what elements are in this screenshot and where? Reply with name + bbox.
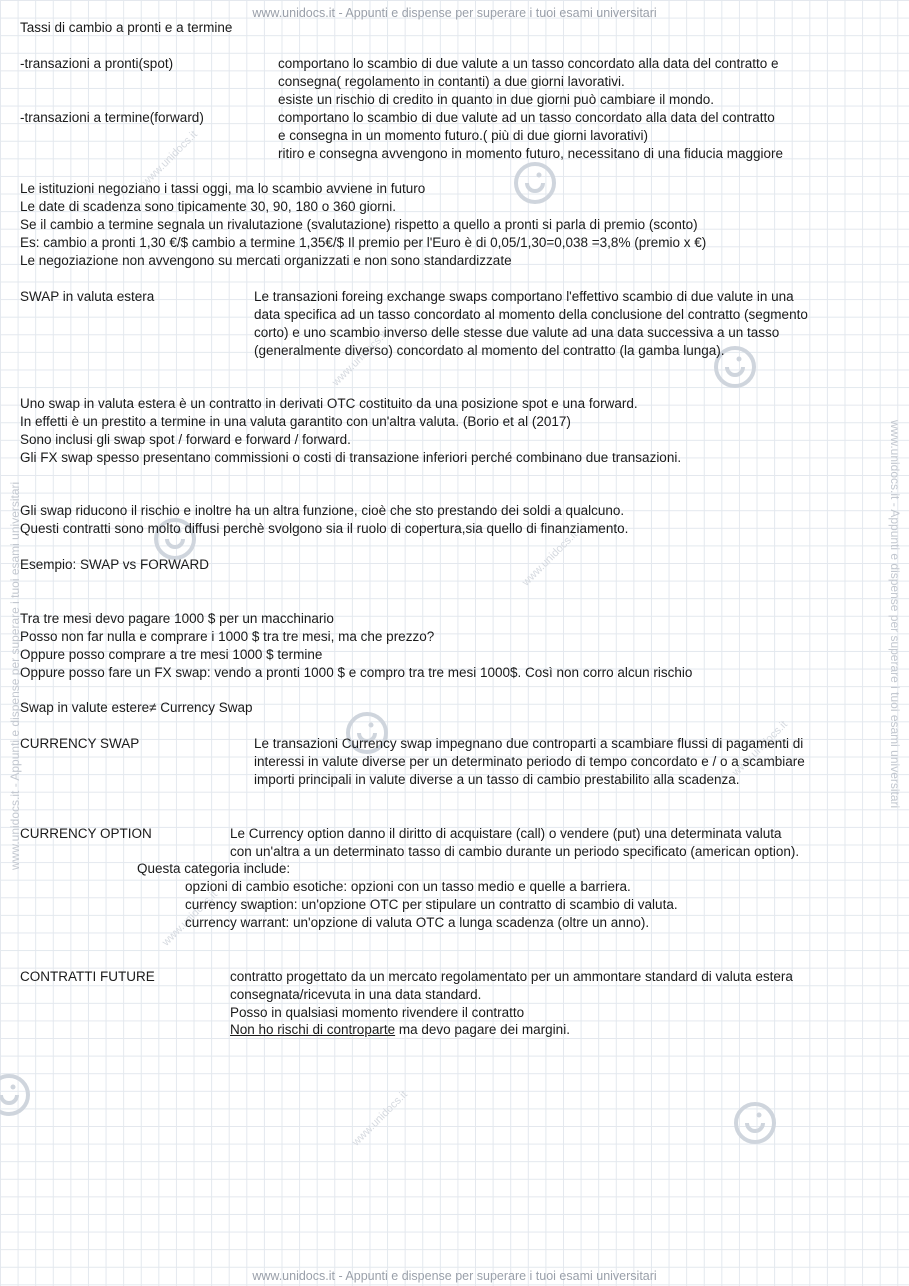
swap-vs-line: Swap in valute estere≠ Currency Swap — [20, 700, 253, 715]
unidocs-logo-icon — [512, 160, 558, 206]
currency-swap-desc-line: interessi in valute diverse per un determinato periodo di tempo concordato e / o a scambiare — [254, 754, 805, 769]
watermark-side-left: www.unidocs.it - Appunti e dispense per superare i tuoi esami universitari — [8, 481, 22, 870]
watermark-diagonal: www.unidocs.it — [520, 528, 580, 589]
paragraph-line: Sono inclusi gli swap spot / forward e forward / forward. — [20, 432, 351, 447]
paragraph-line: Gli FX swap spesso presentano commissioni o costi di transazione inferiori perché combinano due transazioni. — [20, 450, 682, 465]
paragraph-line: Questi contratti sono molto diffusi perchè svolgono sia il ruolo di copertura,sia quello di finanziamento. — [20, 521, 629, 536]
example-line: Tra tre mesi devo pagare 1000 $ per un macchinario — [20, 611, 334, 626]
example-line: Oppure posso fare un FX swap: vendo a pronti 1000 $ e compro tra tre mesi 1000$. Così non corro alcun rischio — [20, 665, 693, 680]
spot-desc-line: esiste un rischio di credito in quanto in due giorni può cambiare il mondo. — [278, 92, 715, 107]
currency-swap-desc-line: importi principali in valute diverse a un tasso di cambio prestabilito alla scadenza. — [254, 772, 740, 787]
page-title: Tassi di cambio a pronti e a termine — [20, 20, 233, 35]
swap-desc-line: data specifica ad un tasso concordato al momento della conclusione del contratto (segmento — [254, 307, 808, 322]
futures-last-rest: ma devo pagare dei margini. — [395, 1022, 570, 1037]
underlined-text: Non ho rischi di controparte — [230, 1022, 396, 1037]
example-title: Esempio: SWAP vs FORWARD — [20, 557, 210, 572]
futures-label: CONTRATTI FUTURE — [20, 969, 155, 984]
forward-desc-line: ritiro e consegna avvengono in momento futuro, necessitano di una fiducia maggiore — [278, 146, 784, 161]
paragraph-line: Le date di scadenza sono tipicamente 30, 90, 180 o 360 giorni. — [20, 199, 397, 214]
swap-desc-line: (generalmente diverso) concordato al momento del contratto (la gamba lunga). — [254, 343, 725, 358]
currency-option-label: CURRENCY OPTION — [20, 826, 152, 841]
watermark-diagonal: www.unidocs.it — [350, 1088, 410, 1149]
paragraph-line: Es: cambio a pronti 1,30 €/$ cambio a termine 1,35€/$ Il premio per l'Euro è di 0,05/1,30=0,038 =3,8% (premio x €) — [20, 235, 707, 250]
category-item: currency swaption: un'opzione OTC per stipulare un contratto di scambio di valuta. — [185, 897, 678, 912]
forward-desc-line: comportano lo scambio di due valute ad un tasso concordato alla data del contratto — [278, 110, 775, 125]
currency-option-desc-line: con un'altra a un determinato tasso di cambio durante un periodo specificato (american option). — [230, 844, 800, 859]
watermark-diagonal: www.unidocs.it — [330, 328, 390, 389]
paragraph-line: Gli swap riducono il rischio e inoltre ha un altra funzione, cioè che sto prestando dei soldi a qualcuno. — [20, 503, 625, 518]
forward-desc-line: e consegna in un momento futuro.( più di due giorni lavorativi) — [278, 128, 648, 143]
swap-desc-line: corto) e uno scambio inverso delle stesse due valute ad una data successiva a un tasso — [254, 325, 780, 340]
watermark-diagonal: www.unidocs.it — [140, 128, 200, 189]
paragraph-line: Uno swap in valuta estera è un contratto in derivati OTC costituito da una posizione spot e una forward. — [20, 396, 638, 411]
currency-swap-label: CURRENCY SWAP — [20, 736, 140, 751]
example-line: Posso non far nulla e comprare i 1000 $ tra tre mesi, ma che prezzo? — [20, 629, 435, 644]
spot-desc-line: comportano lo scambio di due valute a un tasso concordato alla data del contratto e — [278, 56, 779, 71]
futures-desc-line: consegnata/ricevuta in una data standard. — [230, 987, 482, 1002]
forward-label: -transazioni a termine(forward) — [20, 110, 204, 125]
unidocs-logo-icon — [0, 1072, 32, 1118]
paragraph-line: Le istituzioni negoziano i tassi oggi, ma lo scambio avviene in futuro — [20, 181, 426, 196]
unidocs-logo-icon — [732, 1100, 778, 1146]
category-item: currency warrant: un'opzione di valuta OTC a lunga scadenza (oltre un anno). — [185, 915, 650, 930]
futures-last-line — [230, 1021, 570, 1039]
futures-desc-line: Posso in qualsiasi momento rivendere il contratto — [230, 1005, 525, 1020]
watermark-footer: www.unidocs.it - Appunti e dispense per superare i tuoi esami universitari — [252, 1269, 657, 1283]
paragraph-line: Se il cambio a termine segnala un rivalutazione (svalutazione) rispetto a quello a pronti si parla di premio (sconto) — [20, 217, 698, 232]
watermark-side-right: www.unidocs.it - Appunti e dispense per superare i tuoi esami universitari — [888, 420, 902, 809]
category-intro: Questa categoria include: — [137, 861, 291, 876]
category-item: opzioni di cambio esotiche: opzioni con un tasso medio e quelle a barriera. — [185, 879, 631, 894]
example-line: Oppure posso comprare a tre mesi 1000 $ termine — [20, 647, 323, 662]
paragraph-line: In effetti è un prestito a termine in una valuta garantito con un'altra valuta. (Borio et al (2017) — [20, 414, 571, 429]
watermark-diagonal: www.unidocs.it — [730, 718, 790, 779]
spot-label: -transazioni a pronti(spot) — [20, 56, 174, 71]
paragraph-line: Le negoziazione non avvengono su mercati organizzati e non sono standardizzate — [20, 253, 512, 268]
swap-desc-line: Le transazioni foreing exchange swaps comportano l'effettivo scambio di due valute in una — [254, 289, 794, 304]
spot-desc-line: consegna( regolamento in contanti) a due giorni lavorativi. — [278, 74, 625, 89]
currency-option-desc-line: Le Currency option danno il diritto di acquistare (call) o vendere (put) una determinata valuta — [230, 826, 782, 841]
currency-swap-desc-line: Le transazioni Currency swap impegnano due controparti a scambiare flussi di pagamenti di — [254, 736, 804, 751]
watermark-diagonal: www.unidocs.it — [160, 888, 220, 949]
futures-desc-line: contratto progettato da un mercato regolamentato per un ammontare standard di valuta estera — [230, 969, 793, 984]
watermark-header: www.unidocs.it - Appunti e dispense per superare i tuoi esami universitari — [252, 6, 657, 20]
swap-label: SWAP in valuta estera — [20, 289, 155, 304]
